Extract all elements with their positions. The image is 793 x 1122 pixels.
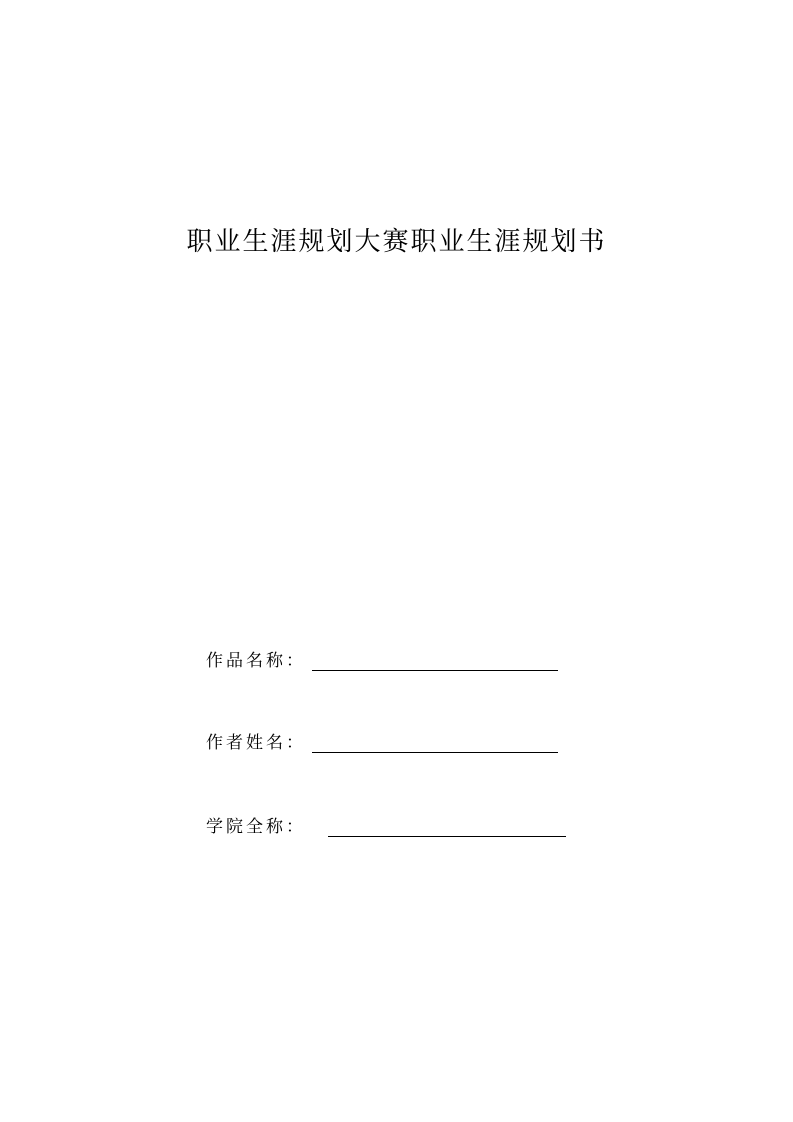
author-name-label: 作者姓名： — [206, 733, 306, 753]
work-name-label: 作品名称： — [206, 651, 306, 671]
author-name-field — [206, 725, 558, 755]
document-title: 职业生涯规划大赛职业生涯规划书 — [186, 227, 607, 257]
college-name-blank-line[interactable] — [328, 816, 566, 837]
work-name-field — [206, 643, 558, 673]
college-name-label: 学院全称： — [206, 817, 306, 837]
author-name-blank-line[interactable] — [312, 732, 558, 753]
college-name-field — [206, 809, 566, 839]
work-name-blank-line[interactable] — [312, 650, 558, 671]
